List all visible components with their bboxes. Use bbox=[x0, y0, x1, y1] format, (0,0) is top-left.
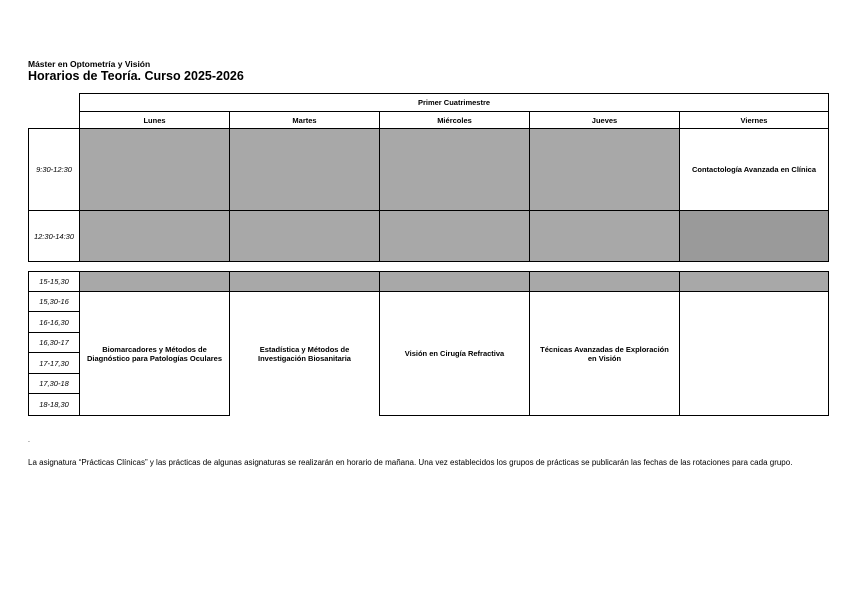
day-header-monday: Lunes bbox=[79, 111, 230, 129]
subject-estadistica: Estadística y Métodos de Investigación Biosanitaria bbox=[229, 291, 380, 416]
day-header-thursday: Jueves bbox=[529, 111, 680, 129]
empty-slot bbox=[529, 210, 680, 262]
time-label: 9:30-12:30 bbox=[28, 128, 80, 211]
subject-cirugia-refractiva: Visión en Cirugía Refractiva bbox=[379, 291, 530, 416]
day-header-wednesday: Miércoles bbox=[379, 111, 530, 129]
footnote: La asignatura “Prácticas Clínicas” y las prácticas de algunas asignaturas se realizarán en horario de mañana. Una vez establecidos los grupos de prácticas se publicarán las fechas de las rotaciones para cada grupo. bbox=[28, 458, 793, 467]
time-label: 16,30-17 bbox=[28, 332, 80, 353]
time-label: 18-18,30 bbox=[28, 393, 80, 416]
empty-slot bbox=[79, 271, 230, 292]
time-label: 16-16,30 bbox=[28, 311, 80, 333]
time-label: 17,30-18 bbox=[28, 373, 80, 394]
empty-slot bbox=[679, 291, 829, 416]
time-label: 12:30-14:30 bbox=[28, 210, 80, 262]
empty-slot bbox=[379, 271, 530, 292]
empty-slot bbox=[529, 128, 680, 211]
time-label: 17-17,30 bbox=[28, 352, 80, 374]
empty-slot bbox=[379, 128, 530, 211]
program-subtitle: Máster en Optometría y Visión bbox=[28, 59, 151, 69]
empty-slot bbox=[79, 128, 230, 211]
empty-slot bbox=[679, 271, 829, 292]
empty-slot bbox=[679, 210, 829, 262]
subject-biomarcadores: Biomarcadores y Métodos de Diagnóstico para Patologías Oculares bbox=[79, 291, 230, 416]
day-header-friday: Viernes bbox=[679, 111, 829, 129]
time-label: 15-15,30 bbox=[28, 271, 80, 292]
time-label: 15,30-16 bbox=[28, 291, 80, 312]
semester-header: Primer Cuatrimestre bbox=[79, 93, 829, 112]
subject-tecnicas-exploracion: Técnicas Avanzadas de Exploración en Visión bbox=[529, 291, 680, 416]
empty-slot bbox=[229, 210, 380, 262]
footnote-dot: . bbox=[28, 437, 30, 444]
empty-slot bbox=[229, 128, 380, 211]
page-title: Horarios de Teoría. Curso 2025-2026 bbox=[28, 69, 244, 83]
subject-contactologia: Contactología Avanzada en Clínica bbox=[679, 128, 829, 211]
empty-slot bbox=[229, 271, 380, 292]
day-header-tuesday: Martes bbox=[229, 111, 380, 129]
empty-slot bbox=[79, 210, 230, 262]
empty-slot bbox=[379, 210, 530, 262]
empty-slot bbox=[529, 271, 680, 292]
